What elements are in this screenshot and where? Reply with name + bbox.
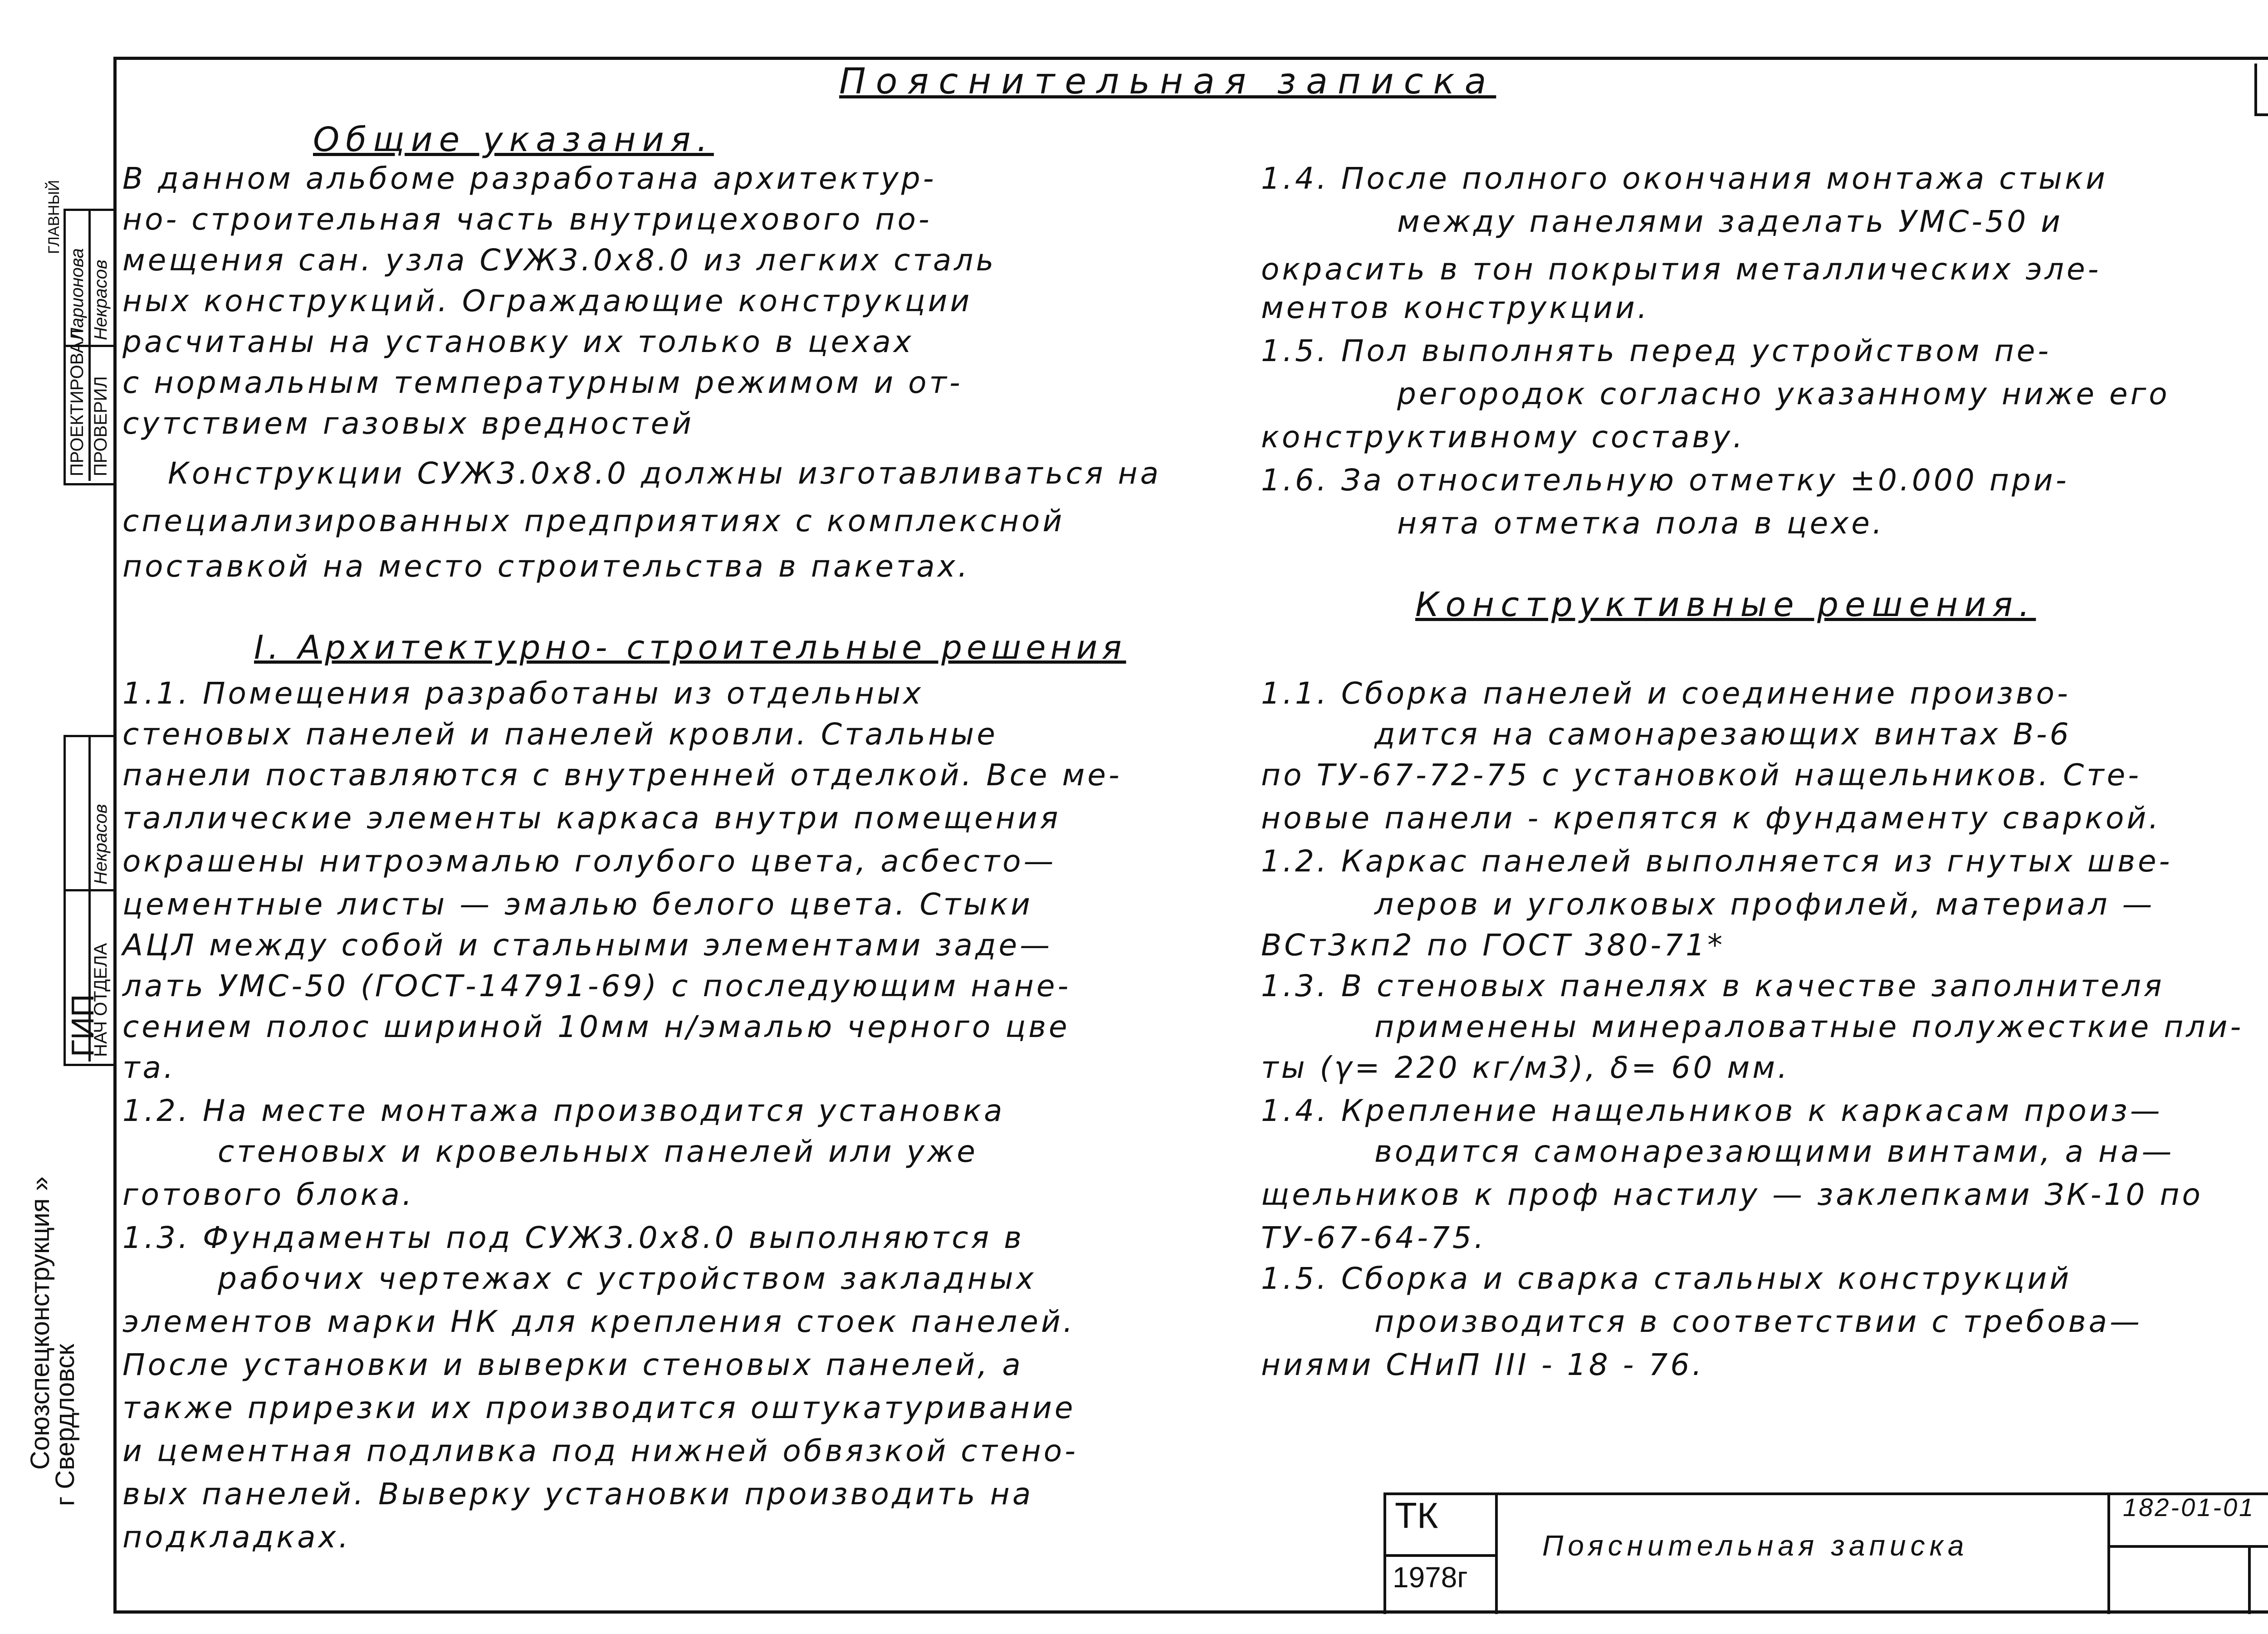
text-line: панели поставляются с внутренней отделкой. Все ме-	[122, 758, 1122, 793]
stamp-year: 1978г	[1393, 1561, 1468, 1594]
text-line: конструктивному составу.	[1261, 420, 1745, 455]
heading-architecture: I. Архитектурно- строительные решения	[254, 628, 1126, 666]
text-line: рабочих чертежах с устройством закладных	[218, 1261, 1036, 1296]
text-line: 1.5. Пол выполнять перед устройством пе-	[1261, 333, 2052, 368]
side-divider	[64, 889, 113, 891]
side-label: ГЛАВНЫЙ	[45, 180, 63, 254]
text-line: сутствием газовых вредностей	[122, 406, 694, 441]
stamp-divider	[2248, 1545, 2251, 1614]
text-line: нята отметка пола в цехе.	[1397, 506, 1885, 541]
text-line: производится в соответствии с требова—	[1374, 1304, 2142, 1339]
text-line: 1.4. После полного окончания монтажа стыки	[1261, 161, 2108, 196]
text-line: элементов марки НК для крепления стоек панелей.	[122, 1304, 1075, 1339]
side-name: Ларионова	[67, 248, 87, 340]
text-line: дится на самонарезающих винтах В-6	[1374, 717, 2072, 752]
side-name: Некрасов	[91, 259, 111, 340]
text-line: расчитаны на установку их только в цехах	[122, 324, 914, 359]
text-line: сением полос шириной 10мм н/эмалью черного цве	[122, 1009, 1070, 1044]
text-line: водится самонарезающими винтами, а на—	[1374, 1134, 2175, 1169]
text-line: готового блока.	[122, 1177, 415, 1212]
side-role: ГИП	[65, 994, 100, 1057]
text-line: между панелями заделать УМС-50 и	[1397, 204, 2063, 239]
stamp-divider	[1386, 1554, 1495, 1557]
text-line: 1.1. Помещения разработаны из отдельных	[122, 676, 924, 711]
text-line: с нормальным температурным режимом и от-	[122, 365, 963, 400]
text-line: также прирезки их производится оштукатуривание	[122, 1390, 1076, 1425]
text-line: цементные листы — эмалью белого цвета. Стыки	[122, 887, 1033, 922]
text-line: ниями СНиП III - 18 - 76.	[1261, 1347, 1705, 1382]
text-line: мещения сан. узла СУЖ3.0х8.0 из легких сталь	[122, 243, 997, 278]
stamp-org: ТК	[1395, 1495, 1438, 1536]
stamp-divider	[2107, 1545, 2268, 1548]
text-line: специализированных предприятиях с комплексной	[122, 504, 1065, 538]
text-line: стеновых панелей и панелей кровли. Стальные	[122, 717, 998, 752]
text-line: по ТУ-67-72-75 с установкой нащельников. Сте-	[1261, 758, 2142, 793]
text-line: ВСт3кп2 по ГОСТ 380-71*	[1261, 928, 1725, 963]
text-line: ных конструкций. Ограждающие конструкции	[122, 284, 973, 318]
text-line: 1.5. Сборка и сварка стальных конструкций	[1261, 1261, 2072, 1296]
text-line: и цементная подливка под нижней обвязкой стено-	[122, 1433, 1078, 1468]
text-line: регородок согласно указанному ниже его	[1397, 377, 2170, 411]
text-line: ментов конструкции.	[1261, 290, 1650, 325]
text-line: леров и уголковых профилей, материал —	[1374, 887, 2155, 922]
side-org: Союзспецконструкция »	[25, 1176, 55, 1470]
text-line: стеновых и кровельных панелей или уже	[218, 1134, 978, 1169]
text-line: таллические элементы каркаса внутри помещения	[122, 801, 1061, 836]
text-line: 1.1. Сборка панелей и соединение произво-	[1261, 676, 2071, 711]
text-line: Конструкции СУЖ3.0х8.0 должны изготавливаться на	[168, 456, 1162, 491]
text-line: ты (γ= 220 кг/м3), δ= 60 мм.	[1261, 1050, 1790, 1085]
text-line: но- строительная часть внутрицехового по-	[122, 202, 932, 237]
side-stamp	[0, 0, 113, 1634]
text-line: окрашены нитроэмалью голубого цвета, асбесто—	[122, 844, 1056, 879]
text-line: та.	[122, 1050, 176, 1085]
side-role: ПРОЕКТИРОВАЛ	[67, 329, 87, 476]
heading-constructive: Конструктивные решения.	[1415, 585, 2036, 624]
text-line: окрасить в тон покрытия металлических эле-	[1261, 252, 2102, 287]
text-line: 1.4. Крепление нащельников к каркасам произ—	[1261, 1093, 2163, 1128]
text-line: новые панели - крепятся к фундаменту сваркой.	[1261, 801, 2161, 836]
text-line: ТУ-67-64-75.	[1261, 1220, 1486, 1255]
text-line: 1.3. Фундаменты под СУЖ3.0х8.0 выполняются в	[122, 1220, 1025, 1255]
side-name: Некрасов	[91, 804, 111, 885]
stamp-sheet-name: Пояснительная записка	[1542, 1529, 1969, 1562]
side-role: ПРОВЕРИЛ	[91, 376, 111, 476]
sheet-number-box	[2254, 64, 2268, 116]
page-title: Пояснительная записка	[839, 61, 1496, 102]
text-line: 1.2. На месте монтажа производится установка	[122, 1093, 1005, 1128]
heading-general: Общие указания.	[313, 120, 714, 159]
text-line: вых панелей. Выверку установки производить на	[122, 1477, 1034, 1512]
side-role: НАЧ ОТДЕЛА	[91, 943, 111, 1057]
text-line: щельников к проф настилу — заклепками ЗК-10 по	[1261, 1177, 2203, 1212]
text-line: АЦЛ между собой и стальными элементами заде—	[122, 928, 1053, 963]
text-line: подкладках.	[122, 1520, 351, 1555]
text-line: 1.3. В стеновых панелях в качестве заполнителя	[1261, 969, 2165, 1003]
text-line: применены минераловатные полужесткие пли-	[1374, 1009, 2244, 1044]
stamp-code: 182-01-01	[2123, 1493, 2255, 1521]
text-line: После установки и выверки стеновых панелей, а	[122, 1347, 1023, 1382]
text-line: поставкой на место строительства в пакетах.	[122, 549, 970, 584]
side-city: г Свердловск	[50, 1344, 80, 1506]
text-line: 1.6. За относительную отметку ±0.000 при-	[1261, 463, 2069, 498]
text-line: 1.2. Каркас панелей выполняется из гнутых шве-	[1261, 844, 2173, 879]
text-line: лать УМС-50 (ГОСТ-14791-69) с последующим нане-	[122, 969, 1071, 1003]
text-line: В данном альбоме разработана архитектур-	[122, 161, 937, 196]
